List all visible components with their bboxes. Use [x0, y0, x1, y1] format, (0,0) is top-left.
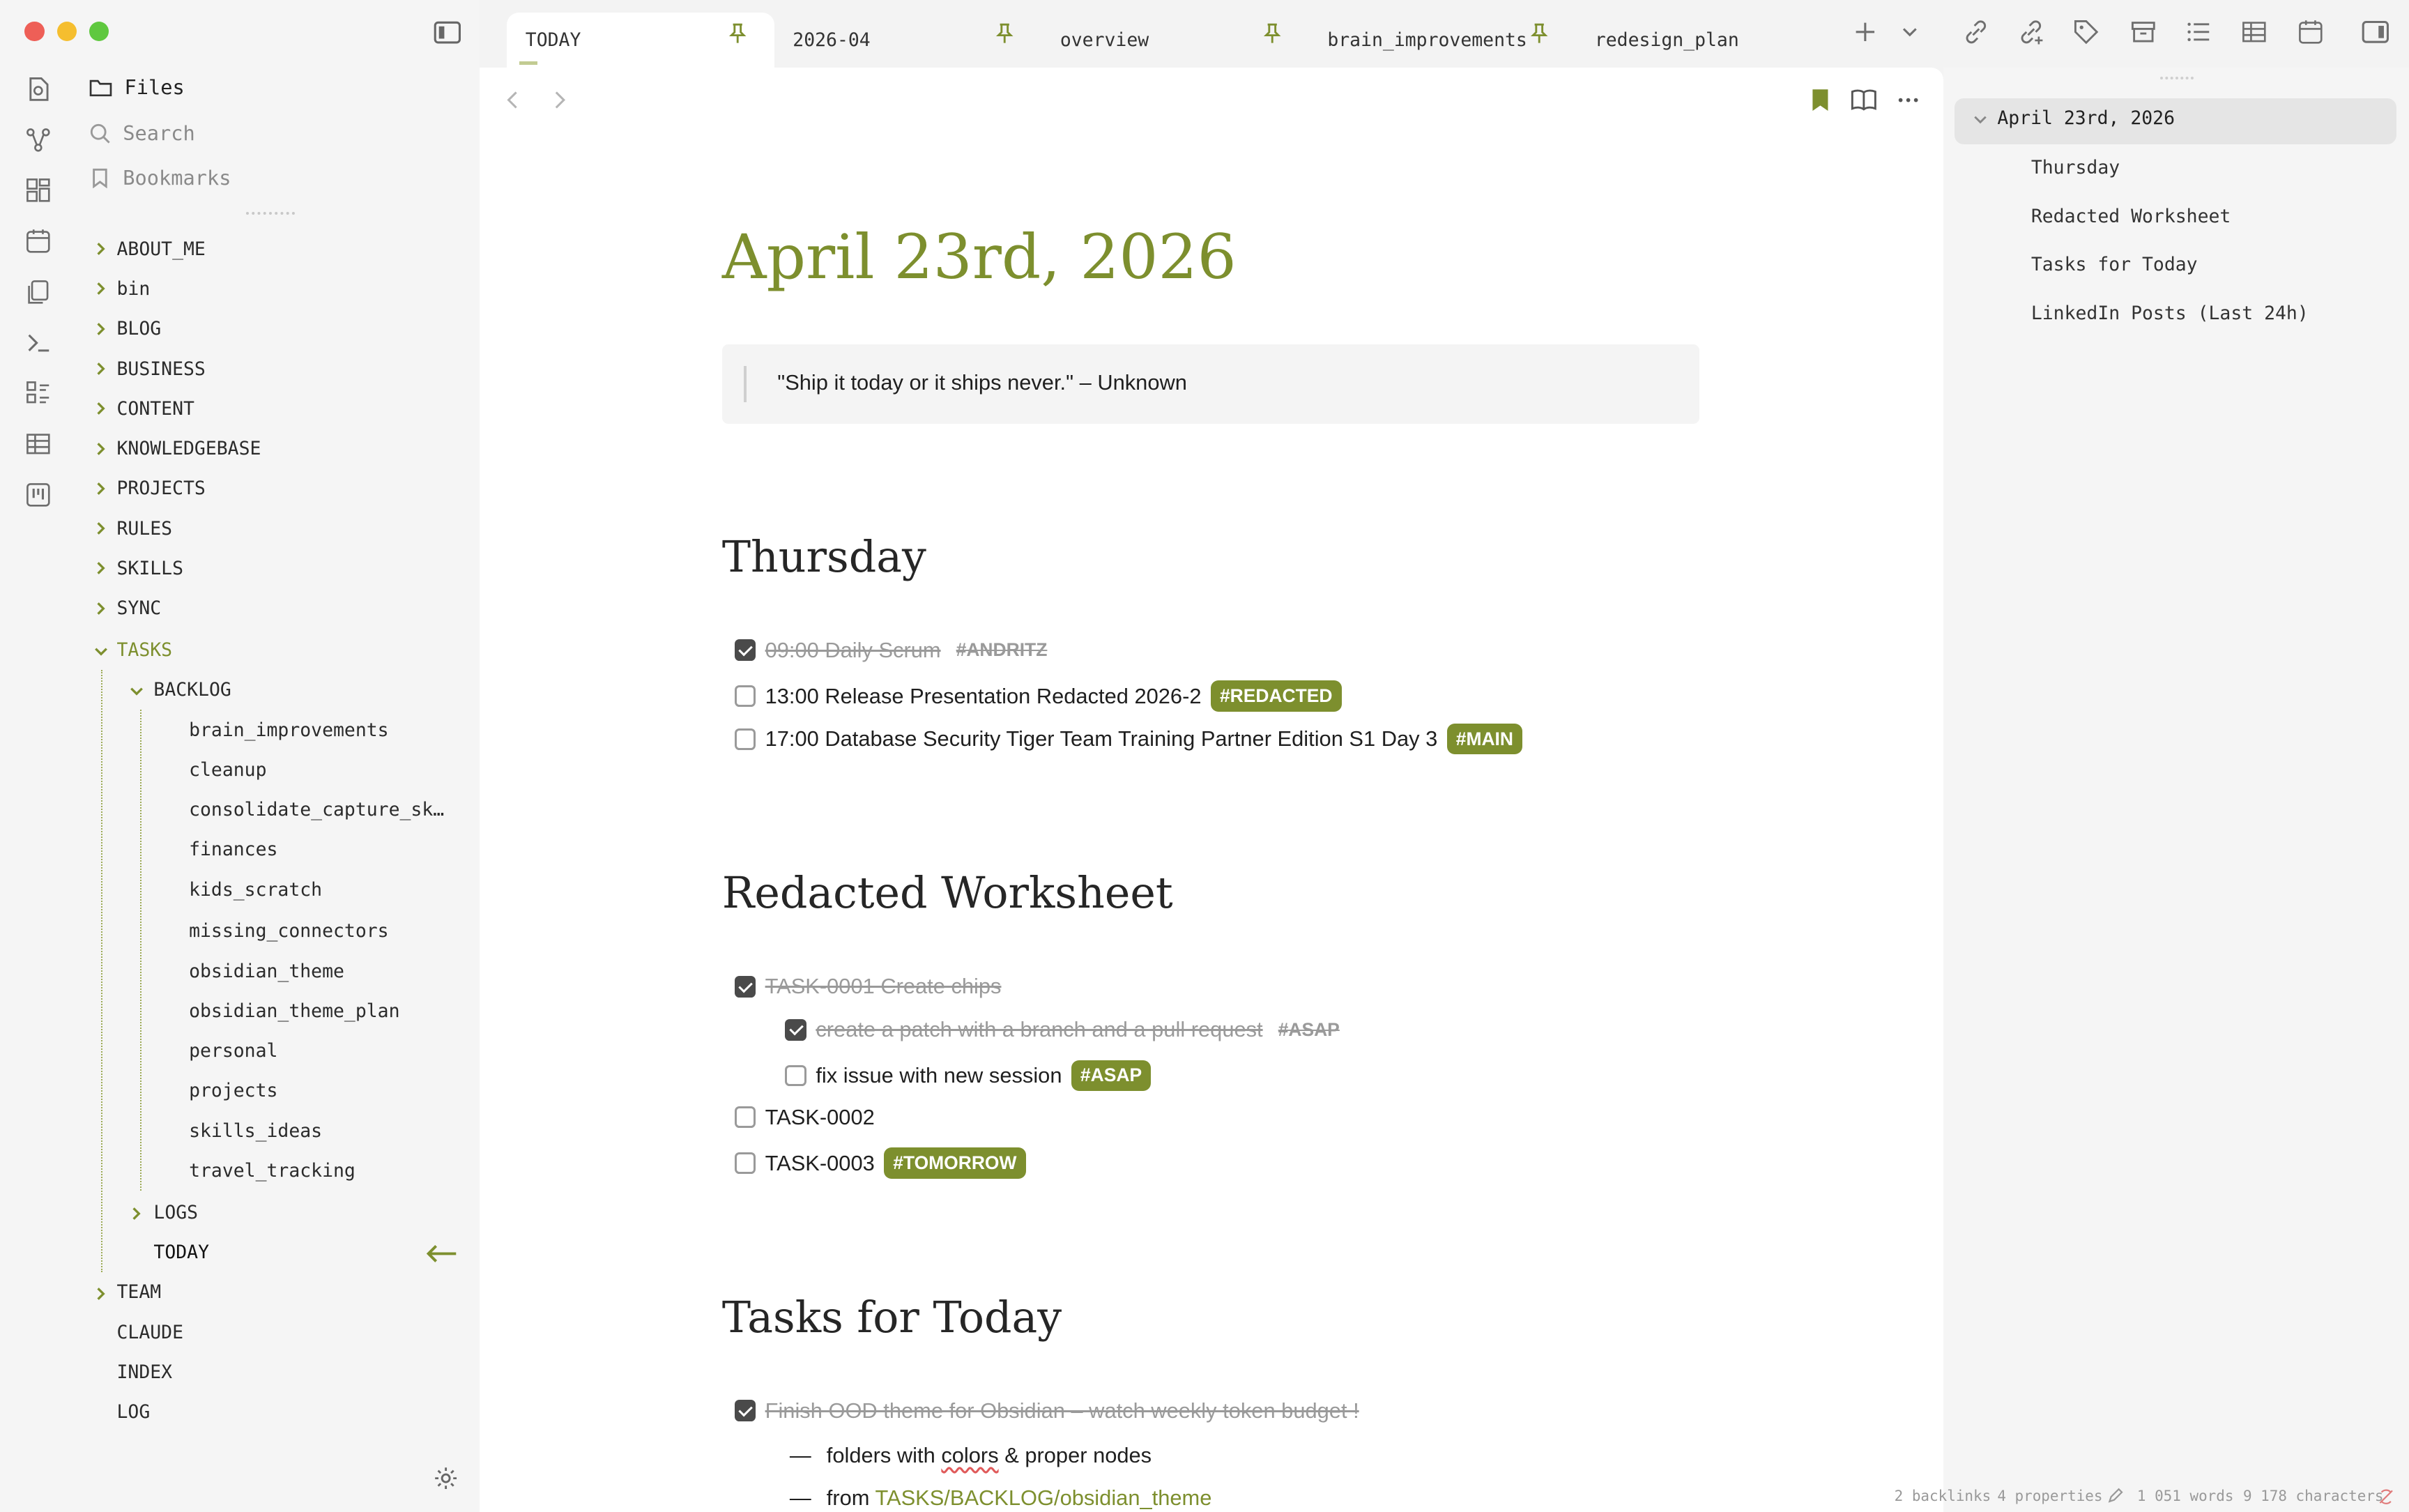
kanban-board-icon[interactable] [24, 481, 52, 509]
chevron-down-icon[interactable] [1973, 112, 1988, 128]
task-checkbox[interactable] [735, 976, 756, 998]
arrow-left-icon [424, 1243, 457, 1265]
outline-list-icon[interactable] [2185, 18, 2212, 46]
open-quick-switcher-icon[interactable] [24, 75, 52, 103]
subtask-item [785, 1017, 1340, 1042]
tree-folder-skills[interactable]: SKILLS [116, 558, 184, 580]
list-item [790, 1486, 1211, 1511]
tree-file-skills-ideas[interactable]: skills_ideas [189, 1120, 323, 1142]
task-text: Finish OOD theme for Obsidian – watch weekly token budget ! [765, 1398, 1359, 1423]
tab-label: redesign_plan [1594, 29, 1739, 51]
link-add-icon[interactable] [2017, 18, 2045, 46]
toggle-right-sidebar-icon[interactable] [2362, 18, 2389, 46]
tree-file-index[interactable]: INDEX [116, 1361, 173, 1383]
task-item [735, 680, 1342, 711]
tree-folder-business[interactable]: BUSINESS [116, 358, 206, 380]
reading-view-book-icon[interactable] [1850, 88, 1878, 112]
task-item [735, 1147, 1026, 1178]
subtask-item [785, 1060, 1151, 1091]
tree-folder-backlog[interactable]: BACKLOG [153, 679, 231, 701]
tree-file-missing-connectors[interactable]: missing_connectors [189, 920, 389, 942]
task-checkbox[interactable] [735, 728, 756, 750]
task-text: 13:00 Release Presentation Redacted 2026-2 [765, 683, 1202, 708]
tree-folder-sync[interactable]: SYNC [116, 597, 162, 620]
chevron-right-icon [93, 521, 109, 536]
task-text: TASK-0002 [765, 1104, 875, 1129]
task-text: 09:00 Daily Scrum [765, 637, 941, 662]
blockquote [722, 344, 1699, 425]
tab-label: brain_improvements [1327, 29, 1527, 51]
bookmarks-view-tab[interactable] [89, 166, 231, 190]
tree-folder-knowledgebase[interactable]: KNOWLEDGEBASE [116, 438, 261, 460]
status-properties[interactable]: 4 properties [1997, 1487, 2103, 1504]
chevron-right-icon [93, 1286, 109, 1301]
tree-folder-tasks[interactable]: TASKS [116, 639, 173, 661]
outline-item-redacted-worksheet[interactable]: Redacted Worksheet [2031, 206, 2231, 228]
tree-folder-blog[interactable]: BLOG [116, 318, 162, 340]
tree-file-consolidate-capture[interactable]: consolidate_capture_sk… [189, 799, 445, 821]
heading-redacted-worksheet: Redacted Worksheet [721, 868, 1173, 919]
new-tab-plus-icon[interactable] [1851, 18, 1879, 46]
sync-error-icon[interactable] [2377, 1488, 2395, 1506]
tree-file-projects[interactable]: projects [189, 1080, 278, 1102]
blockquote-text: "Ship it today or it ships never." – Unknown [777, 370, 1187, 395]
status-backlinks[interactable]: 2 backlinks [1894, 1487, 1991, 1504]
folder-icon [89, 77, 112, 98]
graph-view-icon[interactable] [24, 126, 52, 154]
close-window-button[interactable] [24, 22, 45, 42]
tab-label: 2026-04 [793, 29, 871, 51]
tag-tomorrow[interactable]: #TOMORROW [884, 1147, 1026, 1178]
bookmark-filled-icon[interactable] [1810, 88, 1831, 112]
pin-icon[interactable] [1263, 23, 1281, 45]
chevron-right-icon [93, 281, 109, 296]
tree-file-brain-improvements[interactable]: brain_improvements [189, 719, 389, 741]
chevron-down-icon [93, 644, 109, 659]
sidebar-resize-handle[interactable] [246, 212, 296, 217]
task-checkbox[interactable] [785, 1065, 806, 1087]
file-explorer-sidebar [0, 0, 480, 1512]
templates-icon[interactable] [24, 278, 52, 306]
dash-bullet: — [789, 1486, 811, 1511]
indent-guide [101, 670, 102, 1272]
tag-asap[interactable]: #ASAP [1071, 1060, 1152, 1091]
task-text: TASK-0003 [765, 1150, 875, 1175]
panel-resize-handle[interactable] [2160, 77, 2194, 82]
chevron-right-icon [93, 321, 109, 337]
outline-root-label: April 23rd, 2026 [1997, 107, 2175, 130]
search-icon [89, 123, 111, 144]
pin-icon[interactable] [995, 23, 1014, 45]
task-checkbox[interactable] [735, 1106, 756, 1128]
task-checkbox[interactable] [735, 639, 756, 661]
task-text: TASK-0001 Create chips [765, 974, 1002, 999]
tree-file-today-active[interactable]: TODAY [153, 1241, 209, 1263]
tree-folder-about-me[interactable]: ABOUT_ME [116, 238, 206, 260]
tree-file-obsidian-theme[interactable]: obsidian_theme [189, 960, 344, 982]
table-icon[interactable] [24, 430, 52, 458]
navigate-forward-icon[interactable] [550, 89, 568, 111]
archive-icon[interactable] [2129, 18, 2157, 46]
list-item [790, 1443, 1152, 1468]
bookmarks-label: Bookmarks [123, 166, 231, 190]
tasks-list-icon[interactable] [24, 379, 52, 407]
files-label: Files [124, 75, 185, 99]
tab-redesign-plan[interactable] [1576, 13, 1844, 68]
heading-thursday: Thursday [721, 531, 926, 582]
pencil-icon[interactable] [2106, 1488, 2123, 1504]
settings-gear-icon[interactable] [434, 1466, 458, 1490]
chevron-right-icon [93, 401, 109, 416]
task-item [735, 724, 1523, 754]
status-word-count: 1 051 words [2136, 1487, 2234, 1504]
tab-list-chevron-down-icon[interactable] [1896, 18, 1924, 46]
tree-file-finances[interactable]: finances [189, 839, 278, 861]
tree-file-kids-scratch[interactable]: kids_scratch [189, 878, 323, 901]
tag-main[interactable]: #MAIN [1447, 724, 1523, 754]
task-item [735, 1398, 1359, 1423]
task-checkbox[interactable] [735, 1400, 756, 1421]
more-options-icon[interactable] [1896, 88, 1920, 112]
outline-item-linkedin-posts[interactable]: LinkedIn Posts (Last 24h) [2031, 303, 2309, 325]
list-text: folders with [826, 1442, 942, 1467]
calendar-icon[interactable] [2297, 18, 2325, 46]
task-checkbox[interactable] [735, 1152, 756, 1174]
chevron-right-icon [93, 241, 109, 257]
dash-bullet: — [789, 1442, 811, 1467]
heading-tasks-for-today: Tasks for Today [721, 1292, 1062, 1343]
table-view-icon[interactable] [2240, 18, 2268, 46]
tree-folder-projects[interactable]: PROJECTS [116, 478, 206, 500]
chevron-right-icon [93, 361, 109, 376]
tree-folder-logs[interactable]: LOGS [153, 1201, 199, 1223]
link-icon[interactable] [1962, 18, 1990, 46]
chevron-right-icon [93, 560, 109, 576]
toggle-left-sidebar-icon[interactable] [434, 20, 461, 45]
task-item [735, 974, 1002, 999]
status-character-count: 9 178 characters [2242, 1487, 2384, 1504]
task-text: fix issue with new session [816, 1062, 1062, 1087]
editor-pane [480, 68, 1944, 1512]
terminal-icon[interactable] [24, 329, 52, 357]
files-view-tab[interactable] [89, 75, 185, 99]
tab-label: overview [1060, 29, 1149, 51]
chevron-right-icon [93, 481, 109, 496]
tag-redacted[interactable]: #REDACTED [1211, 680, 1342, 711]
tree-folder-content[interactable]: CONTENT [116, 397, 194, 420]
note-title: April 23rd, 2026 [721, 221, 1237, 293]
chevron-down-icon [129, 684, 144, 699]
tree-file-personal[interactable]: personal [189, 1040, 278, 1062]
search-label: Search [123, 121, 195, 146]
task-item [735, 638, 1048, 663]
canvas-icon[interactable] [24, 176, 52, 204]
pin-icon[interactable] [728, 23, 747, 45]
indent-guide [140, 710, 142, 1191]
internal-link[interactable]: TASKS/BACKLOG/obsidian_theme [875, 1486, 1212, 1511]
tag-andritz[interactable]: #ANDRITZ [956, 639, 1048, 661]
tag-asap[interactable]: #ASAP [1278, 1018, 1340, 1040]
task-text: 17:00 Database Security Tiger Team Training Partner Edition S1 Day 3 [765, 726, 1438, 751]
outline-item-tasks-for-today[interactable]: Tasks for Today [2031, 253, 2198, 275]
daily-note-calendar-icon[interactable] [24, 227, 52, 255]
blockquote-bar [744, 366, 747, 403]
task-checkbox[interactable] [735, 685, 756, 707]
tab-label: TODAY [525, 29, 581, 51]
list-text: & proper nodes [998, 1442, 1152, 1467]
tree-folder-team[interactable]: TEAM [116, 1281, 162, 1304]
tree-file-obsidian-theme-plan[interactable]: obsidian_theme_plan [189, 1000, 400, 1022]
tree-file-cleanup[interactable]: cleanup [189, 758, 267, 781]
tree-file-travel-tracking[interactable]: travel_tracking [189, 1160, 355, 1182]
chevron-right-icon [93, 441, 109, 457]
chevron-right-icon [129, 1206, 144, 1221]
tree-file-claude[interactable]: CLAUDE [116, 1321, 184, 1343]
list-text: from [826, 1486, 875, 1511]
pin-icon[interactable] [1530, 23, 1548, 45]
navigate-back-icon[interactable] [504, 89, 522, 111]
outline-item-thursday[interactable]: Thursday [2031, 156, 2120, 178]
task-item [735, 1105, 875, 1130]
spellcheck-word[interactable]: colors [941, 1442, 999, 1467]
task-text: create a patch with a branch and a pull request [816, 1017, 1263, 1042]
search-view-tab[interactable] [89, 121, 195, 145]
tag-icon[interactable] [2072, 18, 2100, 46]
task-checkbox[interactable] [785, 1019, 806, 1041]
tree-folder-bin[interactable]: bin [116, 277, 151, 300]
outline-panel [1943, 68, 2409, 1512]
tree-folder-rules[interactable]: RULES [116, 517, 173, 540]
tree-file-log[interactable]: LOG [116, 1401, 151, 1423]
tab-active-indicator [519, 61, 537, 64]
chevron-right-icon [93, 601, 109, 616]
bookmark-icon [89, 167, 111, 189]
